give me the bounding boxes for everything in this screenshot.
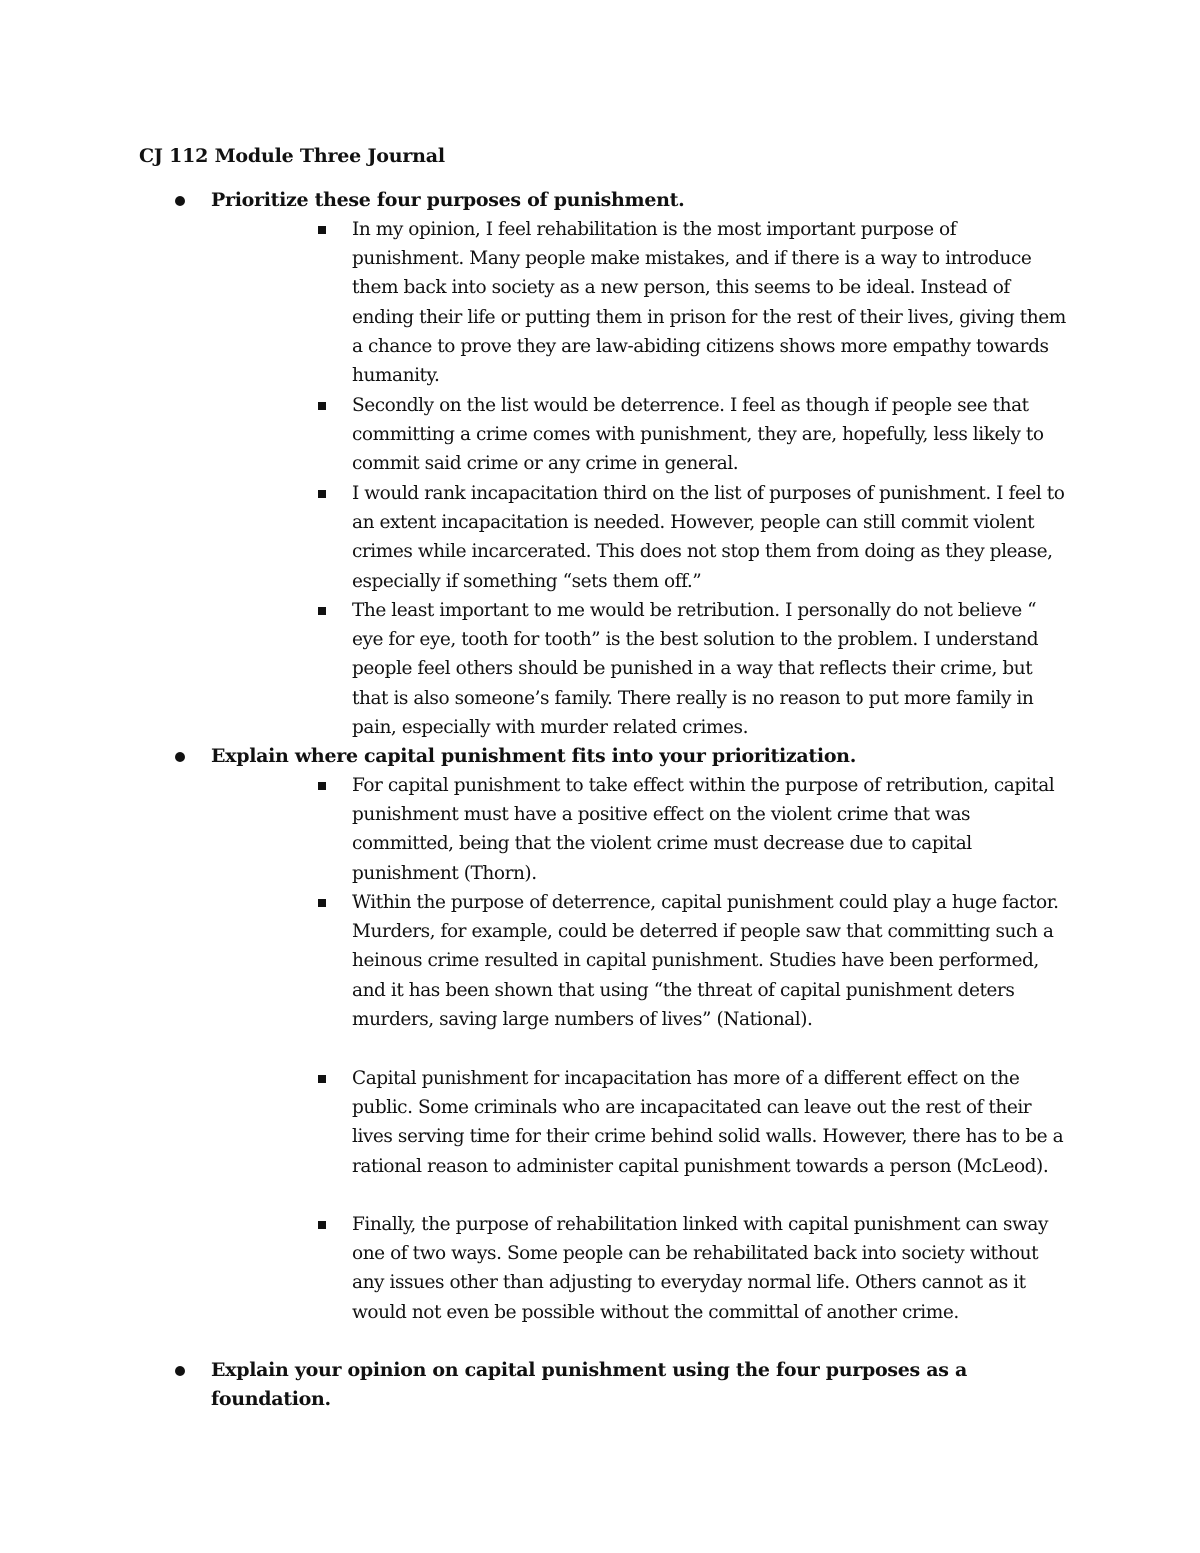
square-bullet-icon	[318, 1221, 326, 1229]
document-title: CJ 112 Module Three Journal	[139, 145, 445, 167]
section-heading: Explain where capital punishment fits into your prioritization.	[211, 745, 857, 767]
disc-bullet-icon	[175, 196, 185, 206]
square-bullet-icon	[318, 782, 326, 790]
square-bullet-icon	[318, 226, 326, 234]
section-heading: Prioritize these four purposes of punishment.	[211, 189, 685, 211]
list-item-text: For capital punishment to take effect within the purpose of retribution, capital punishment must have a positive effect on the violent crime that was committed, being that the violent crime must decrease due to capital punishment (Thorn).	[352, 775, 1055, 884]
square-bullet-icon	[318, 899, 326, 907]
list-item-text: In my opinion, I feel rehabilitation is the most important purpose of punishment. Many people make mistakes, and if there is a way to introduce them back into society as a new person, this seems to be ideal. Instead of ending their life or putting them in prison for the rest of their lives, giving them a chance to prove they are law-abiding citizens shows more empathy towards humanity.	[352, 219, 1066, 387]
list-item-text: Secondly on the list would be deterrence. I feel as though if people see that committing a crime comes with punishment, they are, hopefully, less likely to commit said crime or any crime in general.	[352, 395, 1044, 475]
section-heading: Explain your opinion on capital punishment using the four purposes as a foundation.	[211, 1359, 967, 1410]
disc-bullet-icon	[175, 752, 185, 762]
list-item-text: Finally, the purpose of rehabilitation linked with capital punishment can sway one of two ways. Some people can be rehabilitated back into society without any issues other than adjusting to everyday normal life. Others cannot as it would not even be possible without the committal of another crime.	[352, 1214, 1048, 1323]
disc-bullet-icon	[175, 1366, 185, 1376]
square-bullet-icon	[318, 402, 326, 410]
list-item-text: The least important to me would be retribution. I personally do not believe “ eye for eye, tooth for tooth” is the best solution to the problem. I understand people feel others should be punished in a way that reflects their crime, but that is also someone’s family. There really is no reason to put more family in pain, especially with murder related crimes.	[352, 600, 1039, 738]
list-item-text: Within the purpose of deterrence, capital punishment could play a huge factor. Murders, for example, could be deterred if people saw that committing such a heinous crime resulted in capital punishment. Studies have been performed, and it has been shown that using “the threat of capital punishment deters murders, saving large numbers of lives” (National).	[352, 892, 1059, 1030]
list-item-text: I would rank incapacitation third on the list of purposes of punishment. I feel to an extent incapacitation is needed. However, people can still commit violent crimes while incarcerated. This does not stop them from doing as they please, especially if something “sets them off.”	[352, 483, 1065, 592]
square-bullet-icon	[318, 1075, 326, 1083]
square-bullet-icon	[318, 490, 326, 498]
square-bullet-icon	[318, 607, 326, 615]
list-item-text: Capital punishment for incapacitation has more of a different effect on the public. Some criminals who are incapacitated can leave out the rest of their lives serving time for their crime behind solid walls. However, there has to be a rational reason to administer capital punishment towards a person (McLeod).	[352, 1068, 1064, 1177]
